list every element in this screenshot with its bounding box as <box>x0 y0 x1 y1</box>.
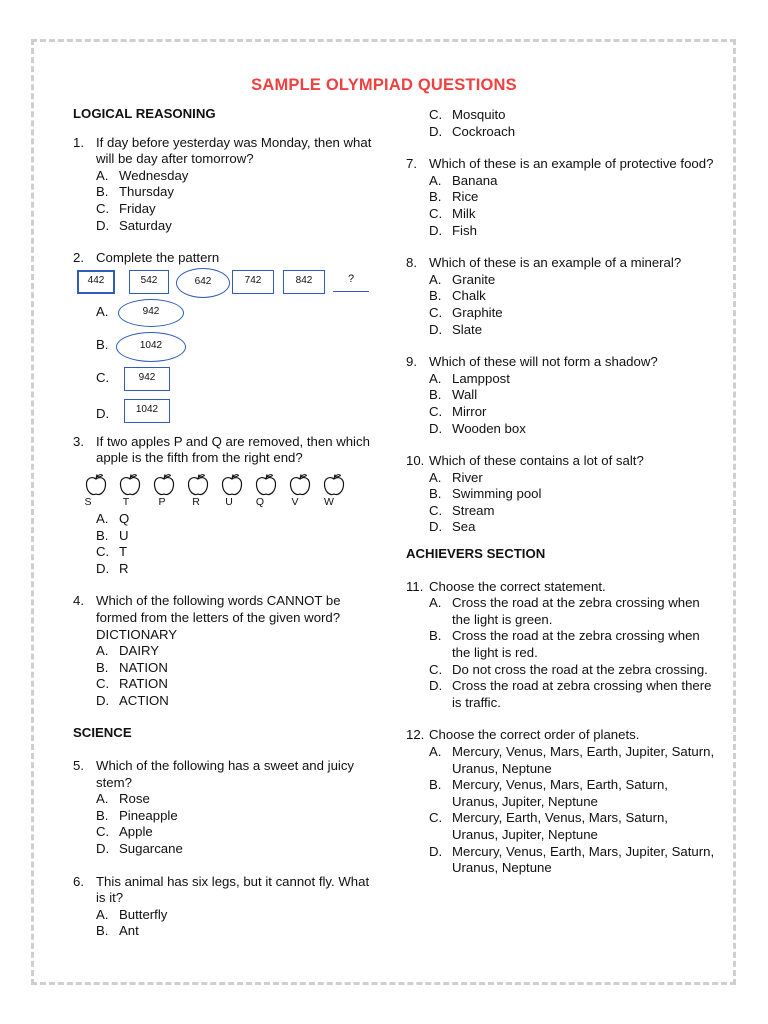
option-letter: D. <box>429 843 443 859</box>
option-letter: D. <box>429 321 443 337</box>
question-number: 8. <box>406 255 417 271</box>
question-text: Which of the following has a sweet and juicy stem? <box>96 758 355 790</box>
option-text: DAIRY <box>119 643 160 659</box>
option-a <box>96 907 373 924</box>
option-text: Mercury, Venus, Earth, Mars, Jupiter, Saturn, Uranus, Neptune <box>452 843 715 876</box>
question-2 <box>73 250 373 430</box>
option-b <box>96 331 373 364</box>
option-letter: B. <box>429 628 442 644</box>
question-number: 1. <box>73 134 84 150</box>
apple-row <box>73 473 373 511</box>
question-11 <box>406 579 716 712</box>
option-text: T <box>119 544 128 560</box>
option-a <box>96 643 373 660</box>
option-d <box>429 421 716 438</box>
question-3 <box>73 434 373 578</box>
option-ellipse: 1042 <box>116 332 186 362</box>
page-title: SAMPLE OLYMPIAD QUESTIONS <box>251 76 517 94</box>
option-letter: C. <box>429 810 443 826</box>
option-letter: A. <box>96 643 109 659</box>
option-text: Wall <box>452 387 478 403</box>
question-text: This animal has six legs, but it cannot fly. What is it? <box>96 873 370 906</box>
option-c <box>429 107 716 124</box>
option-c <box>96 824 373 841</box>
option-c <box>96 364 373 397</box>
option-letter: D. <box>429 519 443 535</box>
option-letter: A. <box>429 595 442 611</box>
question-6 <box>73 874 373 940</box>
option-letter: B. <box>96 336 109 352</box>
option-letter: D. <box>429 123 443 139</box>
question-12 <box>406 727 716 876</box>
option-text: NATION <box>119 659 168 675</box>
option-letter: B. <box>429 387 442 403</box>
apple <box>83 473 109 508</box>
apple <box>185 473 211 508</box>
option-letter: A. <box>96 303 109 319</box>
apple-icon <box>254 473 278 497</box>
option-a <box>96 791 373 808</box>
section-heading-achievers: ACHIEVERS SECTION <box>406 546 546 562</box>
option-letter: D. <box>429 222 443 238</box>
option-text: Mirror <box>452 403 487 419</box>
option-letter: B. <box>96 659 109 675</box>
option-letter: C. <box>429 403 443 419</box>
question-5 <box>73 758 373 858</box>
option-a <box>429 371 716 388</box>
question-number: 11. <box>406 578 424 594</box>
option-text: Cross the road at the zebra crossing when the light is red. <box>452 628 700 661</box>
option-text: Sea <box>452 519 476 535</box>
option-text: Rose <box>119 791 150 807</box>
option-letter: D. <box>96 692 110 708</box>
question-number: 7. <box>406 156 417 172</box>
option-text: Mercury, Venus, Mars, Earth, Saturn, Uranus, Jupiter, Neptune <box>452 777 668 809</box>
option-letter: B. <box>96 923 109 939</box>
option-c <box>429 404 716 421</box>
option-text: Granite <box>452 271 496 287</box>
apple <box>321 473 347 508</box>
option-c <box>429 810 716 843</box>
option-d <box>429 519 716 536</box>
option-letter: D. <box>429 678 443 694</box>
question-text: Complete the pattern <box>96 250 220 266</box>
option-a <box>96 511 373 528</box>
apple <box>151 473 177 508</box>
option-letter: B. <box>96 527 109 543</box>
question-number: 5. <box>73 758 84 774</box>
question-number: 3. <box>73 433 84 449</box>
option-c <box>429 662 716 679</box>
option-b <box>429 777 716 810</box>
option-letter: A. <box>96 167 109 183</box>
option-text: Stream <box>452 502 495 518</box>
option-letter: C. <box>429 502 443 518</box>
option-text: Cross the road at zebra crossing when there is traffic. <box>452 678 712 710</box>
option-text: River <box>452 469 483 485</box>
pattern-blank: ? <box>333 271 369 292</box>
apple-label: Q <box>255 495 265 508</box>
option-letter: C. <box>429 661 443 677</box>
option-text: ACTION <box>119 692 169 708</box>
option-letter: B. <box>429 189 442 205</box>
option-letter: B. <box>429 288 442 304</box>
apple-label: P <box>158 495 166 508</box>
apple <box>117 473 143 508</box>
option-text: Apple <box>119 824 153 840</box>
left-column <box>73 106 373 940</box>
option-text: RATION <box>119 676 168 692</box>
option-a <box>429 744 716 777</box>
option-text: Banana <box>452 172 498 188</box>
section-heading-logical: LOGICAL REASONING <box>73 106 216 121</box>
pattern-box: 442 <box>77 270 115 294</box>
question-text: If day before yesterday was Monday, then what will be day after tomorrow? <box>96 134 372 167</box>
option-c <box>429 206 716 223</box>
option-letter: A. <box>96 510 109 526</box>
apple-icon <box>186 473 210 497</box>
option-text: Cockroach <box>452 123 516 139</box>
option-c <box>96 201 373 218</box>
option-letter: D. <box>96 560 110 576</box>
question-text: Choose the correct statement. <box>429 578 606 594</box>
option-a <box>96 298 373 331</box>
question-number: 2. <box>73 250 84 266</box>
option-text: Q <box>119 510 130 526</box>
option-d <box>429 223 716 240</box>
question-number: 6. <box>73 873 84 889</box>
question-8 <box>406 255 716 338</box>
option-letter: C. <box>96 544 110 560</box>
option-text: Mercury, Venus, Mars, Earth, Jupiter, Saturn, Uranus, Neptune <box>452 744 715 776</box>
question-6-continued <box>429 107 716 140</box>
option-letter: B. <box>96 807 109 823</box>
option-d <box>429 322 716 339</box>
option-text: Slate <box>452 321 483 337</box>
option-d <box>429 678 716 711</box>
option-b <box>96 660 373 677</box>
question-number: 9. <box>406 354 417 370</box>
option-text: Saturday <box>119 217 172 233</box>
option-letter: A. <box>429 469 442 485</box>
section-heading-science: SCIENCE <box>73 725 132 741</box>
option-letter: B. <box>429 777 442 793</box>
option-d <box>96 218 373 235</box>
question-10 <box>406 453 716 536</box>
apple-label: W <box>324 495 334 508</box>
question-text: Which of these is an example of protective food? <box>429 156 714 172</box>
option-d <box>96 693 373 710</box>
question-number: 12. <box>406 727 425 743</box>
option-letter: A. <box>429 370 442 386</box>
question-number: 10. <box>406 453 425 469</box>
option-letter: A. <box>96 906 109 922</box>
option-b <box>96 528 373 545</box>
question-text: Which of these will not form a shadow? <box>429 354 658 370</box>
option-text: Lamppost <box>452 370 510 386</box>
option-text: Butterfly <box>119 906 168 922</box>
option-box: 1042 <box>124 399 170 423</box>
option-text: U <box>119 527 129 543</box>
apple-icon <box>288 473 312 497</box>
option-c <box>96 676 373 693</box>
option-letter: C. <box>96 824 110 840</box>
option-b <box>96 923 373 940</box>
apple-icon <box>152 473 176 497</box>
option-b <box>429 486 716 503</box>
option-text: R <box>119 560 129 576</box>
pattern-box: 742 <box>232 270 274 294</box>
option-letter: C. <box>429 304 443 320</box>
option-text: Fish <box>452 222 477 238</box>
apple-label: T <box>122 495 130 508</box>
option-box: 942 <box>124 367 170 391</box>
option-d <box>96 397 373 430</box>
option-text: Pineapple <box>119 807 178 823</box>
option-text: Ant <box>119 923 139 939</box>
apple-icon <box>220 473 244 497</box>
option-letter: A. <box>429 271 442 287</box>
option-b <box>429 387 716 404</box>
option-c <box>96 544 373 561</box>
question-text: Which of these is an example of a mineral? <box>429 255 682 271</box>
option-c <box>429 503 716 520</box>
option-text: Thursday <box>119 184 174 200</box>
question-number: 4. <box>73 593 84 609</box>
apple-icon <box>84 473 108 497</box>
option-letter: C. <box>429 107 443 122</box>
option-c <box>429 305 716 322</box>
option-letter: C. <box>96 200 110 216</box>
option-text: Do not cross the road at the zebra crossing. <box>452 661 708 677</box>
option-text: Mercury, Earth, Venus, Mars, Saturn, Uranus, Jupiter, Neptune <box>452 810 668 842</box>
option-letter: B. <box>429 486 442 502</box>
option-ellipse: 942 <box>118 299 184 327</box>
question-4 <box>73 593 373 709</box>
option-b <box>429 288 716 305</box>
pattern-box: 542 <box>129 270 169 294</box>
option-text: Mosquito <box>452 107 506 122</box>
option-letter: C. <box>429 205 443 221</box>
option-letter: D. <box>96 841 110 857</box>
option-b <box>96 808 373 825</box>
apple-label: S <box>84 495 92 508</box>
apple <box>253 473 279 508</box>
question-7 <box>406 156 716 239</box>
option-text: Wednesday <box>119 167 189 183</box>
option-text: Wooden box <box>452 420 526 436</box>
question-9 <box>406 354 716 437</box>
option-text: Cross the road at the zebra crossing when the light is green. <box>452 595 700 627</box>
option-d <box>429 124 716 141</box>
option-letter: B. <box>96 184 109 200</box>
option-text: Graphite <box>452 304 503 320</box>
right-column <box>406 107 716 877</box>
pattern-box: 842 <box>283 270 325 294</box>
option-letter: D. <box>429 420 443 436</box>
option-d <box>429 844 716 877</box>
option-text: Rice <box>452 189 479 205</box>
option-text: Chalk <box>452 288 486 304</box>
apple-icon <box>322 473 346 497</box>
apple-label: R <box>192 495 200 508</box>
option-b <box>429 189 716 206</box>
option-letter: D. <box>96 217 110 233</box>
apple-label: U <box>225 495 233 508</box>
option-d <box>96 561 373 578</box>
question-text: Which of these contains a lot of salt? <box>429 453 644 469</box>
question-text: Choose the correct order of planets. <box>429 727 640 743</box>
option-b <box>96 184 373 201</box>
apple <box>287 473 313 508</box>
option-a <box>429 173 716 190</box>
option-a <box>429 470 716 487</box>
option-text: Friday <box>119 200 156 216</box>
option-letter: A. <box>96 791 109 807</box>
question-text: Which of the following words CANNOT be formed from the letters of the given word? DICTIONARY <box>96 593 341 642</box>
option-letter: A. <box>429 744 442 759</box>
option-text: Swimming pool <box>452 486 542 502</box>
number-pattern <box>77 268 373 298</box>
option-d <box>96 841 373 858</box>
option-text: Sugarcane <box>119 841 183 857</box>
option-a <box>429 272 716 289</box>
option-letter: A. <box>429 172 442 188</box>
option-a <box>96 168 373 185</box>
option-a <box>429 595 716 628</box>
pattern-ellipse: 642 <box>176 268 230 298</box>
apple-label: V <box>291 495 299 508</box>
option-letter: C. <box>96 676 110 692</box>
option-b <box>429 628 716 661</box>
question-text: If two apples P and Q are removed, then which apple is the fifth from the right end? <box>96 433 370 466</box>
question-1 <box>73 135 373 235</box>
option-letter: C. <box>96 369 110 385</box>
option-text: Milk <box>452 205 476 221</box>
option-letter: D. <box>96 405 110 421</box>
apple-icon <box>118 473 142 497</box>
